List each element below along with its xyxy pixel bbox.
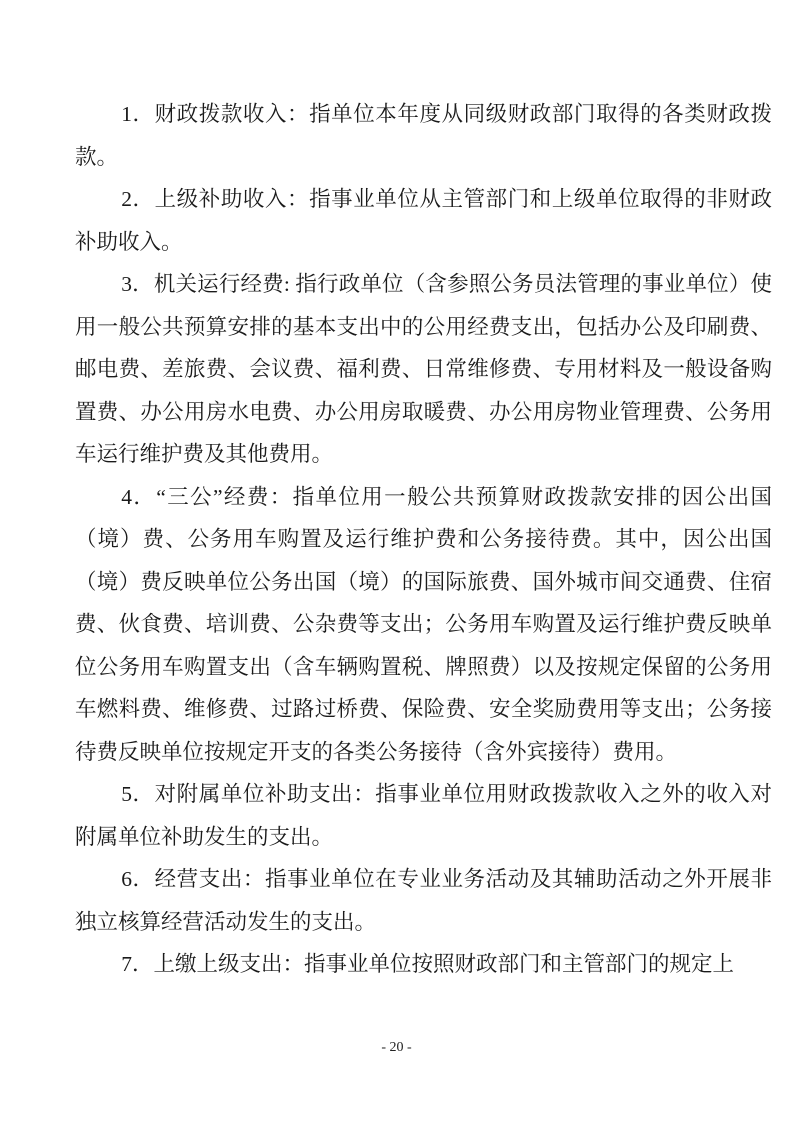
page-number: - 20 - <box>381 1040 412 1055</box>
page-footer <box>0 1038 793 1056</box>
paragraph-7: 7．上缴上级支出：指事业单位按照财政部门和主管部门的规定上 <box>121 952 734 976</box>
document-body <box>75 93 772 986</box>
paragraph-1: 1．财政拨款收入：指单位本年度从同级财政部门取得的各类财政拨款。 <box>75 102 772 169</box>
paragraph-2: 2．上级补助收入：指事业单位从主管部门和上级单位取得的非财政补助收入。 <box>75 187 772 254</box>
paragraph-5: 5．对附属单位补助支出：指事业单位用财政拨款收入之外的收入对附属单位补助发生的支出。 <box>75 782 772 849</box>
paragraph-3: 3．机关运行经费: 指行政单位（含参照公务员法管理的事业单位）使用一般公共预算安排的基本支出中的公用经费支出，包括办公及印刷费、邮电费、差旅费、会议费、福利费、日常维修费、专用材料及一般设备购置费、办公用房水电费、办公用房取暖费、办公用房物业管理费、公务用车运行维护费及其他费用。 <box>75 272 772 466</box>
paragraph-4: 4．“三公”经费：指单位用一般公共预算财政拨款安排的因公出国（境）费、公务用车购置及运行维护费和公务接待费。其中，因公出国（境）费反映单位公务出国（境）的国际旅费、国外城市间交通费、住宿费、伙食费、培训费、公杂费等支出；公务用车购置及运行维护费反映单位公务用车购置支出（含车辆购置税、牌照费）以及按规定保留的公务用车燃料费、维修费、过路过桥费、保险费、安全奖励费用等支出；公务接待费反映单位按规定开支的各类公务接待（含外宾接待）费用。 <box>75 484 772 764</box>
paragraph-6: 6．经营支出：指事业单位在专业业务活动及其辅助活动之外开展非独立核算经营活动发生的支出。 <box>75 867 772 934</box>
